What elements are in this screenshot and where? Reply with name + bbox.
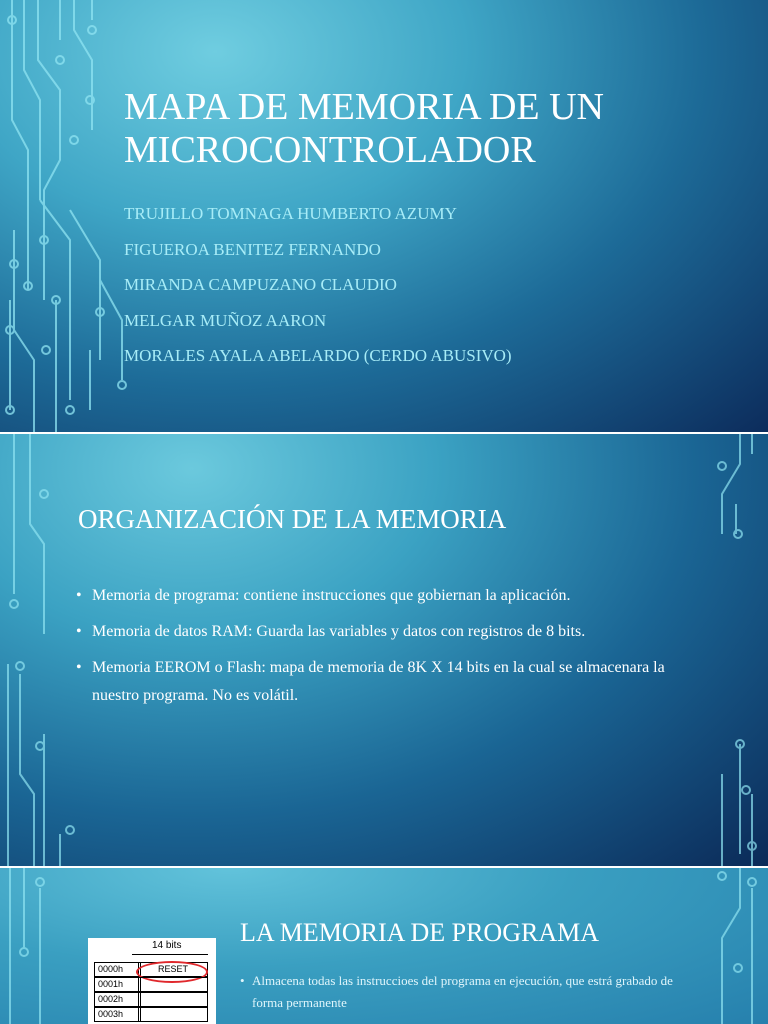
presentation-title: MAPA DE MEMORIA DE UN MICROCONTROLADOR [124,86,604,171]
word-width-label: 14 bits [152,940,182,951]
bullet-item: • Almacena todas las instruccioes del programa en ejecución, que estrá grabado de forma permanente [240,970,680,1014]
slide-title: LA MEMORIA DE PROGRAMA [240,918,599,947]
address-cell: 0000h [94,962,141,977]
author-name: MELGAR MUÑOZ AARON [124,310,327,330]
address-cell: 0001h [94,977,141,992]
memory-cell [138,977,208,992]
bullet-item: • Memoria EEROM o Flash: mapa de memoria de 8K X 14 bits en la cual se almacenara la nuestro programa. No es volátil. [76,654,696,710]
author-name: TRUJILLO TOMNAGA HUMBERTO AZUMY [124,204,457,223]
address-cell: 0003h [94,1007,141,1022]
word-width-line [132,954,208,955]
slide-title: ORGANIZACIÓN DE LA MEMORIA [78,504,507,534]
memory-cell [138,1007,208,1022]
author-list [124,202,512,380]
bullet-list [76,582,696,718]
bullet-item: • Memoria de datos RAM: Guarda las variables y datos con registros de 8 bits. [76,618,696,646]
program-memory-figure [88,938,216,1024]
bullet-list [240,970,680,1014]
bullet-item: • Memoria de programa: contiene instrucciones que gobiernan la aplicación. [76,582,696,610]
author-name: MORALES AYALA ABELARDO (CERDO ABUSIVO) [124,346,512,365]
title-slide [0,0,768,432]
program-memory-slide [0,868,768,1024]
author-name: FIGUEROA BENITEZ FERNANDO [124,239,381,259]
address-cell: 0002h [94,992,141,1007]
reset-vector-cell: RESET [138,962,208,977]
author-name: MIRANDA CAMPUZANO CLAUDIO [124,275,397,294]
memory-organization-slide [0,434,768,866]
memory-cell [138,992,208,1007]
